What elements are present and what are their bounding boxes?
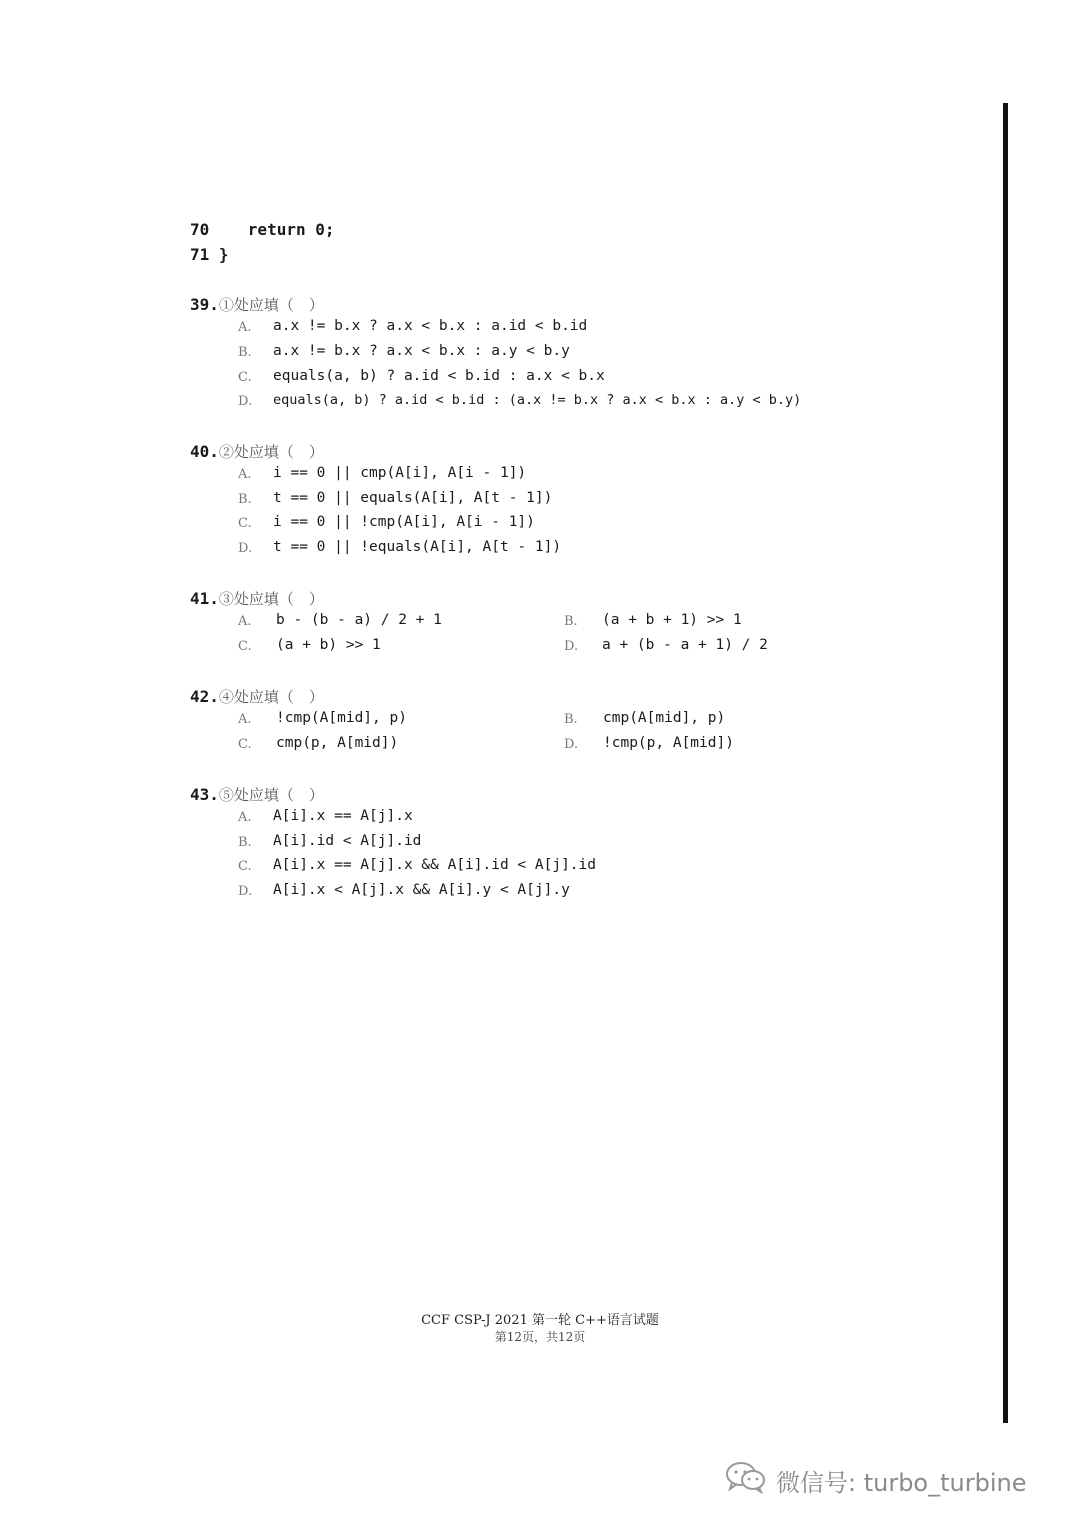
option-letter: A.: [238, 712, 252, 727]
option-text: A[i].x == A[j].x: [273, 808, 413, 824]
code-line-70: 70 return 0;: [190, 220, 335, 239]
watermark-text: 微信号: turbo_turbine: [776, 1468, 1027, 1497]
option-text: equals(a, b) ? a.id < b.id : (a.x != b.x ? a.x < b.x : a.y < b.y): [273, 392, 802, 408]
option-text: a.x != b.x ? a.x < b.x : a.id < b.id: [273, 318, 588, 334]
option-text: A[i].x == A[j].x && A[i].id < A[j].id: [273, 857, 597, 873]
option-text: t == 0 || equals(A[i], A[t - 1]): [273, 490, 553, 506]
option-text: cmp(A[mid], p): [603, 710, 726, 726]
question-number: 43.: [190, 785, 219, 804]
footer-page-number: 第12页，共12页: [494, 1330, 586, 1344]
wechat-icon: [724, 1460, 768, 1500]
option-text: b - (b - a) / 2 + 1: [276, 612, 442, 628]
option-text: t == 0 || !equals(A[i], A[t - 1]): [273, 539, 562, 555]
option-letter: B.: [238, 835, 252, 850]
question-prompt: ④处应填（ ）: [218, 688, 324, 706]
option-letter: B.: [238, 345, 252, 360]
page-edge-rule: [1003, 103, 1008, 1423]
question-42-header: [190, 686, 324, 707]
question-number: 41.: [190, 589, 219, 608]
option-letter: A.: [238, 320, 252, 335]
option-letter: C.: [238, 639, 252, 654]
option-text: (a + b) >> 1: [276, 637, 381, 653]
option-text: equals(a, b) ? a.id < b.id : a.x < b.x: [273, 368, 605, 384]
option-text: !cmp(A[mid], p): [276, 710, 407, 726]
option-text: cmp(p, A[mid]): [276, 735, 399, 751]
question-number: 40.: [190, 442, 219, 461]
option-text: (a + b + 1) >> 1: [602, 612, 742, 628]
question-43-header: [190, 784, 324, 805]
option-letter: A.: [238, 810, 252, 825]
option-letter: D.: [238, 394, 253, 409]
option-text: A[i].x < A[j].x && A[i].y < A[j].y: [273, 882, 570, 898]
option-letter: D.: [238, 541, 253, 556]
option-text: a + (b - a + 1) / 2: [602, 637, 768, 653]
option-text: a.x != b.x ? a.x < b.x : a.y < b.y: [273, 343, 570, 359]
question-number: 42.: [190, 687, 219, 706]
option-letter: C.: [238, 516, 252, 531]
option-text: i == 0 || !cmp(A[i], A[i - 1]): [273, 514, 535, 530]
option-text: A[i].id < A[j].id: [273, 833, 422, 849]
option-text: !cmp(p, A[mid]): [603, 735, 734, 751]
option-letter: D.: [238, 884, 253, 899]
option-letter: B.: [564, 712, 578, 727]
question-40-header: [190, 441, 324, 462]
option-letter: A.: [238, 467, 252, 482]
question-39-header: [190, 294, 324, 315]
option-letter: D.: [564, 639, 579, 654]
option-letter: C.: [238, 370, 252, 385]
option-text: i == 0 || cmp(A[i], A[i - 1]): [273, 465, 527, 481]
option-letter: B.: [564, 614, 578, 629]
option-letter: B.: [238, 492, 252, 507]
question-prompt: ①处应填（ ）: [218, 296, 324, 314]
footer-title: CCF CSP-J 2021 第一轮 C++语言试题: [421, 1313, 659, 1328]
watermark: [724, 1460, 1027, 1500]
option-letter: C.: [238, 859, 252, 874]
option-letter: C.: [238, 737, 252, 752]
question-prompt: ②处应填（ ）: [218, 443, 324, 461]
option-letter: D.: [564, 737, 579, 752]
question-prompt: ⑤处应填（ ）: [218, 786, 324, 804]
question-prompt: ③处应填（ ）: [218, 590, 324, 608]
code-line-71: 71 }: [190, 245, 229, 264]
question-41-header: [190, 588, 324, 609]
question-number: 39.: [190, 295, 219, 314]
option-letter: A.: [238, 614, 252, 629]
